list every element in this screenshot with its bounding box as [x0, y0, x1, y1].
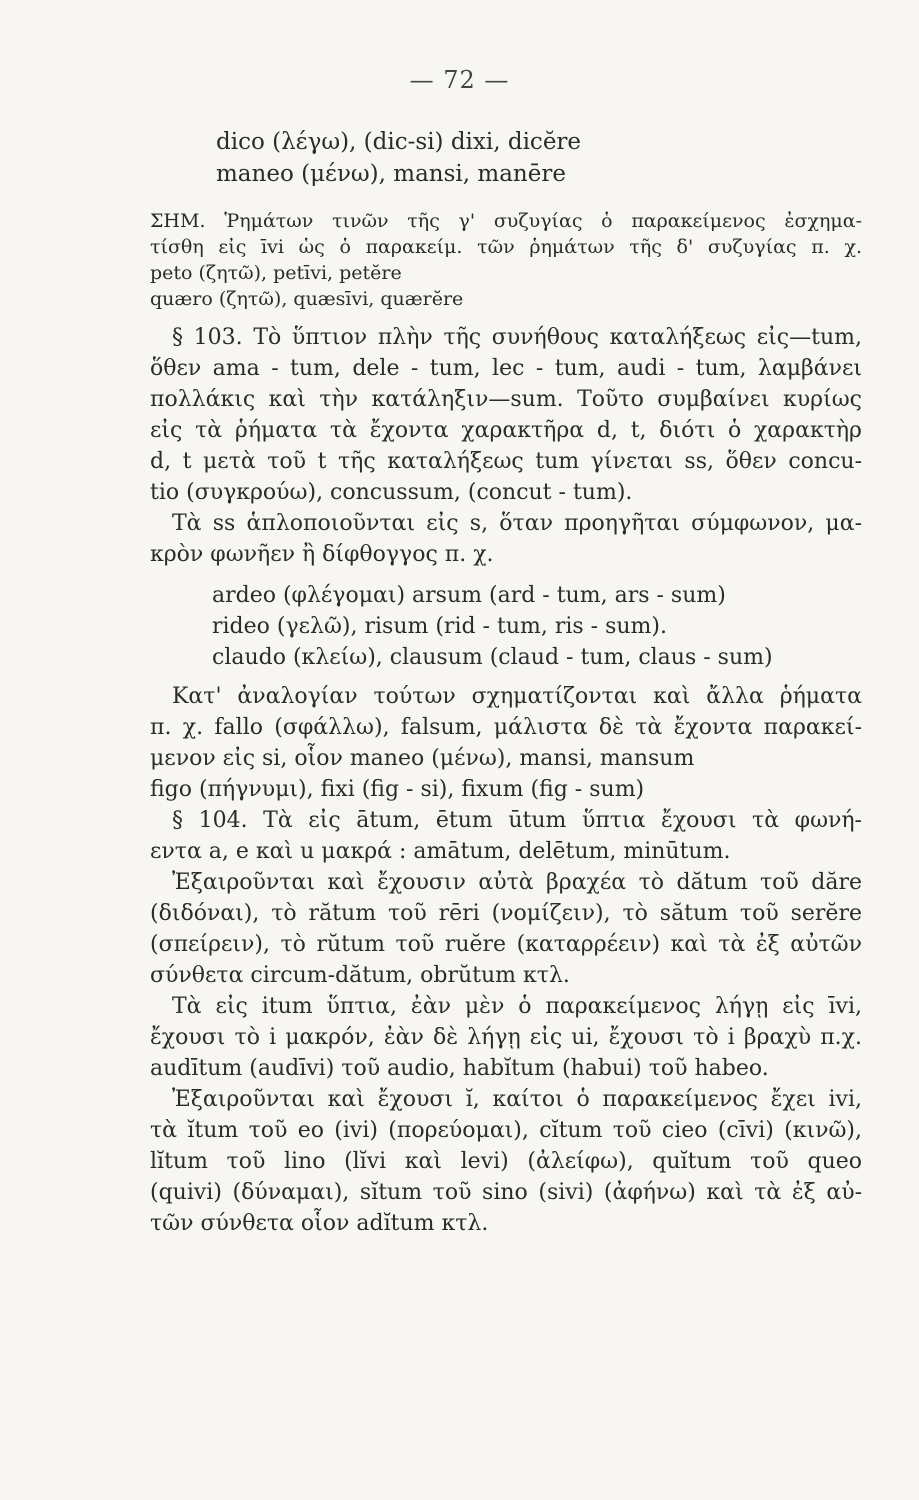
text-line: figo (πήγνυμι), fixi (fig - si), fixum (fig - sum): [150, 777, 645, 802]
text-line: εντα a, e καὶ u μακρά : amātum, delētum, minūtum.: [150, 839, 731, 864]
text-line: claudo (κλείω), clausum (claud - tum, claus - sum): [212, 645, 773, 670]
text-line: κρὸν φωνῆεν ἢ δίφθογγος π. χ.: [150, 542, 494, 567]
text-line: εἰς τὰ ῥήματα τὰ ἔχοντα χαρακτῆρα d, t, διότι ὁ χαρακτὴρ: [150, 418, 862, 443]
text-line: ardeo (φλέγομαι) arsum (ard - tum, ars - sum): [212, 583, 726, 608]
text-line: Τὰ εἰς itum ὕπτια, ἐὰν μὲν ὁ παρακείμενος λήγῃ εἰς īvi,: [172, 994, 862, 1019]
text-line: Ἐξαιροῦνται καὶ ἔχουσι ĭ, καίτοι ὁ παρακείμενος ἔχει ivi,: [172, 1087, 862, 1112]
text-line: § 104. Τὰ εἰς ātum, ētum ūtum ὕπτια ἔχουσι τὰ φωνή-: [172, 808, 862, 833]
text-line: tio (συγκρούω), concussum, (concut - tum).: [150, 480, 633, 505]
text-line: (quivi) (δύναμαι), sĭtum τοῦ sino (sivi) (ἀφήνω) καὶ τὰ ἐξ αὐ-: [150, 1180, 862, 1205]
text-line: d, t μετὰ τοῦ t τῆς καταλήξεως tum γίνεται ss, ὅθεν concu-: [150, 449, 862, 474]
text-line: (σπείρειν), τὸ rŭtum τοῦ ruĕre (καταρρέειν) καὶ τὰ ἐξ αὐτῶν: [150, 932, 862, 957]
text-line: σύνθετα circum-dătum, obrŭtum κτλ.: [150, 963, 570, 988]
text-line: μενον εἰς si, οἷον maneo (μένω), mansi, mansum: [150, 746, 695, 771]
text-line: audītum (audīvi) τοῦ audio, habĭtum (habui) τοῦ habeo.: [150, 1056, 769, 1081]
text-line: τίσθη εἰς īvi ὡς ὁ παρακείμ. τῶν ῥημάτων τῆς δ' συζυγίας π. χ.: [150, 236, 862, 258]
text-line: dico (λέγω), (dic-si) dixi, dicĕre: [216, 129, 582, 155]
text-line: Κατ' ἀναλογίαν τούτων σχηματίζονται καὶ ἄλλα ῥήματα: [172, 684, 862, 709]
text-line: (διδόναι), τὸ rătum τοῦ rēri (νομίζειν), τὸ sătum τοῦ serĕre: [150, 901, 862, 926]
section-103: [150, 322, 862, 570]
conjugation-examples-top: [150, 126, 862, 190]
text-line: quæro (ζητῶ), quæsīvi, quærĕre: [150, 288, 464, 310]
text-line: ΣΗΜ. Ῥημάτων τινῶν τῆς γ' συζυγίας ὁ παρακείμενος ἐσχημα-: [150, 210, 862, 232]
text-line: Τὰ ss ἁπλοποιοῦνται εἰς s, ὅταν προηγῆται σύμφωνον, μα-: [172, 511, 862, 536]
page-text: [150, 126, 862, 1239]
text-line: peto (ζητῶ), petīvi, petĕre: [150, 262, 402, 284]
text-line: τῶν σύνθετα οἷον adĭtum κτλ.: [150, 1211, 489, 1236]
note-paragraph: [150, 208, 862, 312]
text-line: § 103. Τὸ ὕπτιον πλὴν τῆς συνήθους καταλήξεως εἰς—tum,: [172, 325, 862, 350]
text-line: rideo (γελῶ), risum (rid - tum, ris - sum).: [212, 614, 667, 639]
text-line: ἔχουσι τὸ i μακρόν, ἐὰν δὲ λήγῃ εἰς ui, ἔχουσι τὸ i βραχὺ π.χ.: [150, 1025, 862, 1050]
text-line: πολλάκις καὶ τὴν κατάληξιν—sum. Τοῦτο συμβαίνει κυρίως: [150, 387, 862, 412]
text-line: Ἐξαιροῦνται καὶ ἔχουσιν αὐτὰ βραχέα τὸ dătum τοῦ dăre: [172, 870, 862, 895]
text-line: lĭtum τοῦ lino (lĭvi καὶ levi) (ἀλείφω), quĭtum τοῦ queo: [150, 1149, 862, 1174]
example-list: [150, 580, 862, 673]
text-line: ὅθεν ama - tum, dele - tum, lec - tum, audi - tum, λαμβάνει: [150, 356, 862, 381]
text-line: maneo (μένω), mansi, manēre: [216, 161, 566, 187]
remaining-paragraphs: [150, 681, 862, 1239]
page-number: — 72 —: [409, 66, 510, 94]
text-line: τὰ ĭtum τοῦ eo (ivi) (πορεύομαι), cĭtum τοῦ cieo (cīvi) (κινῶ),: [150, 1118, 862, 1143]
text-line: π. χ. fallo (σφάλλω), falsum, μάλιστα δὲ τὰ ἔχοντα παρακεί-: [150, 715, 862, 740]
